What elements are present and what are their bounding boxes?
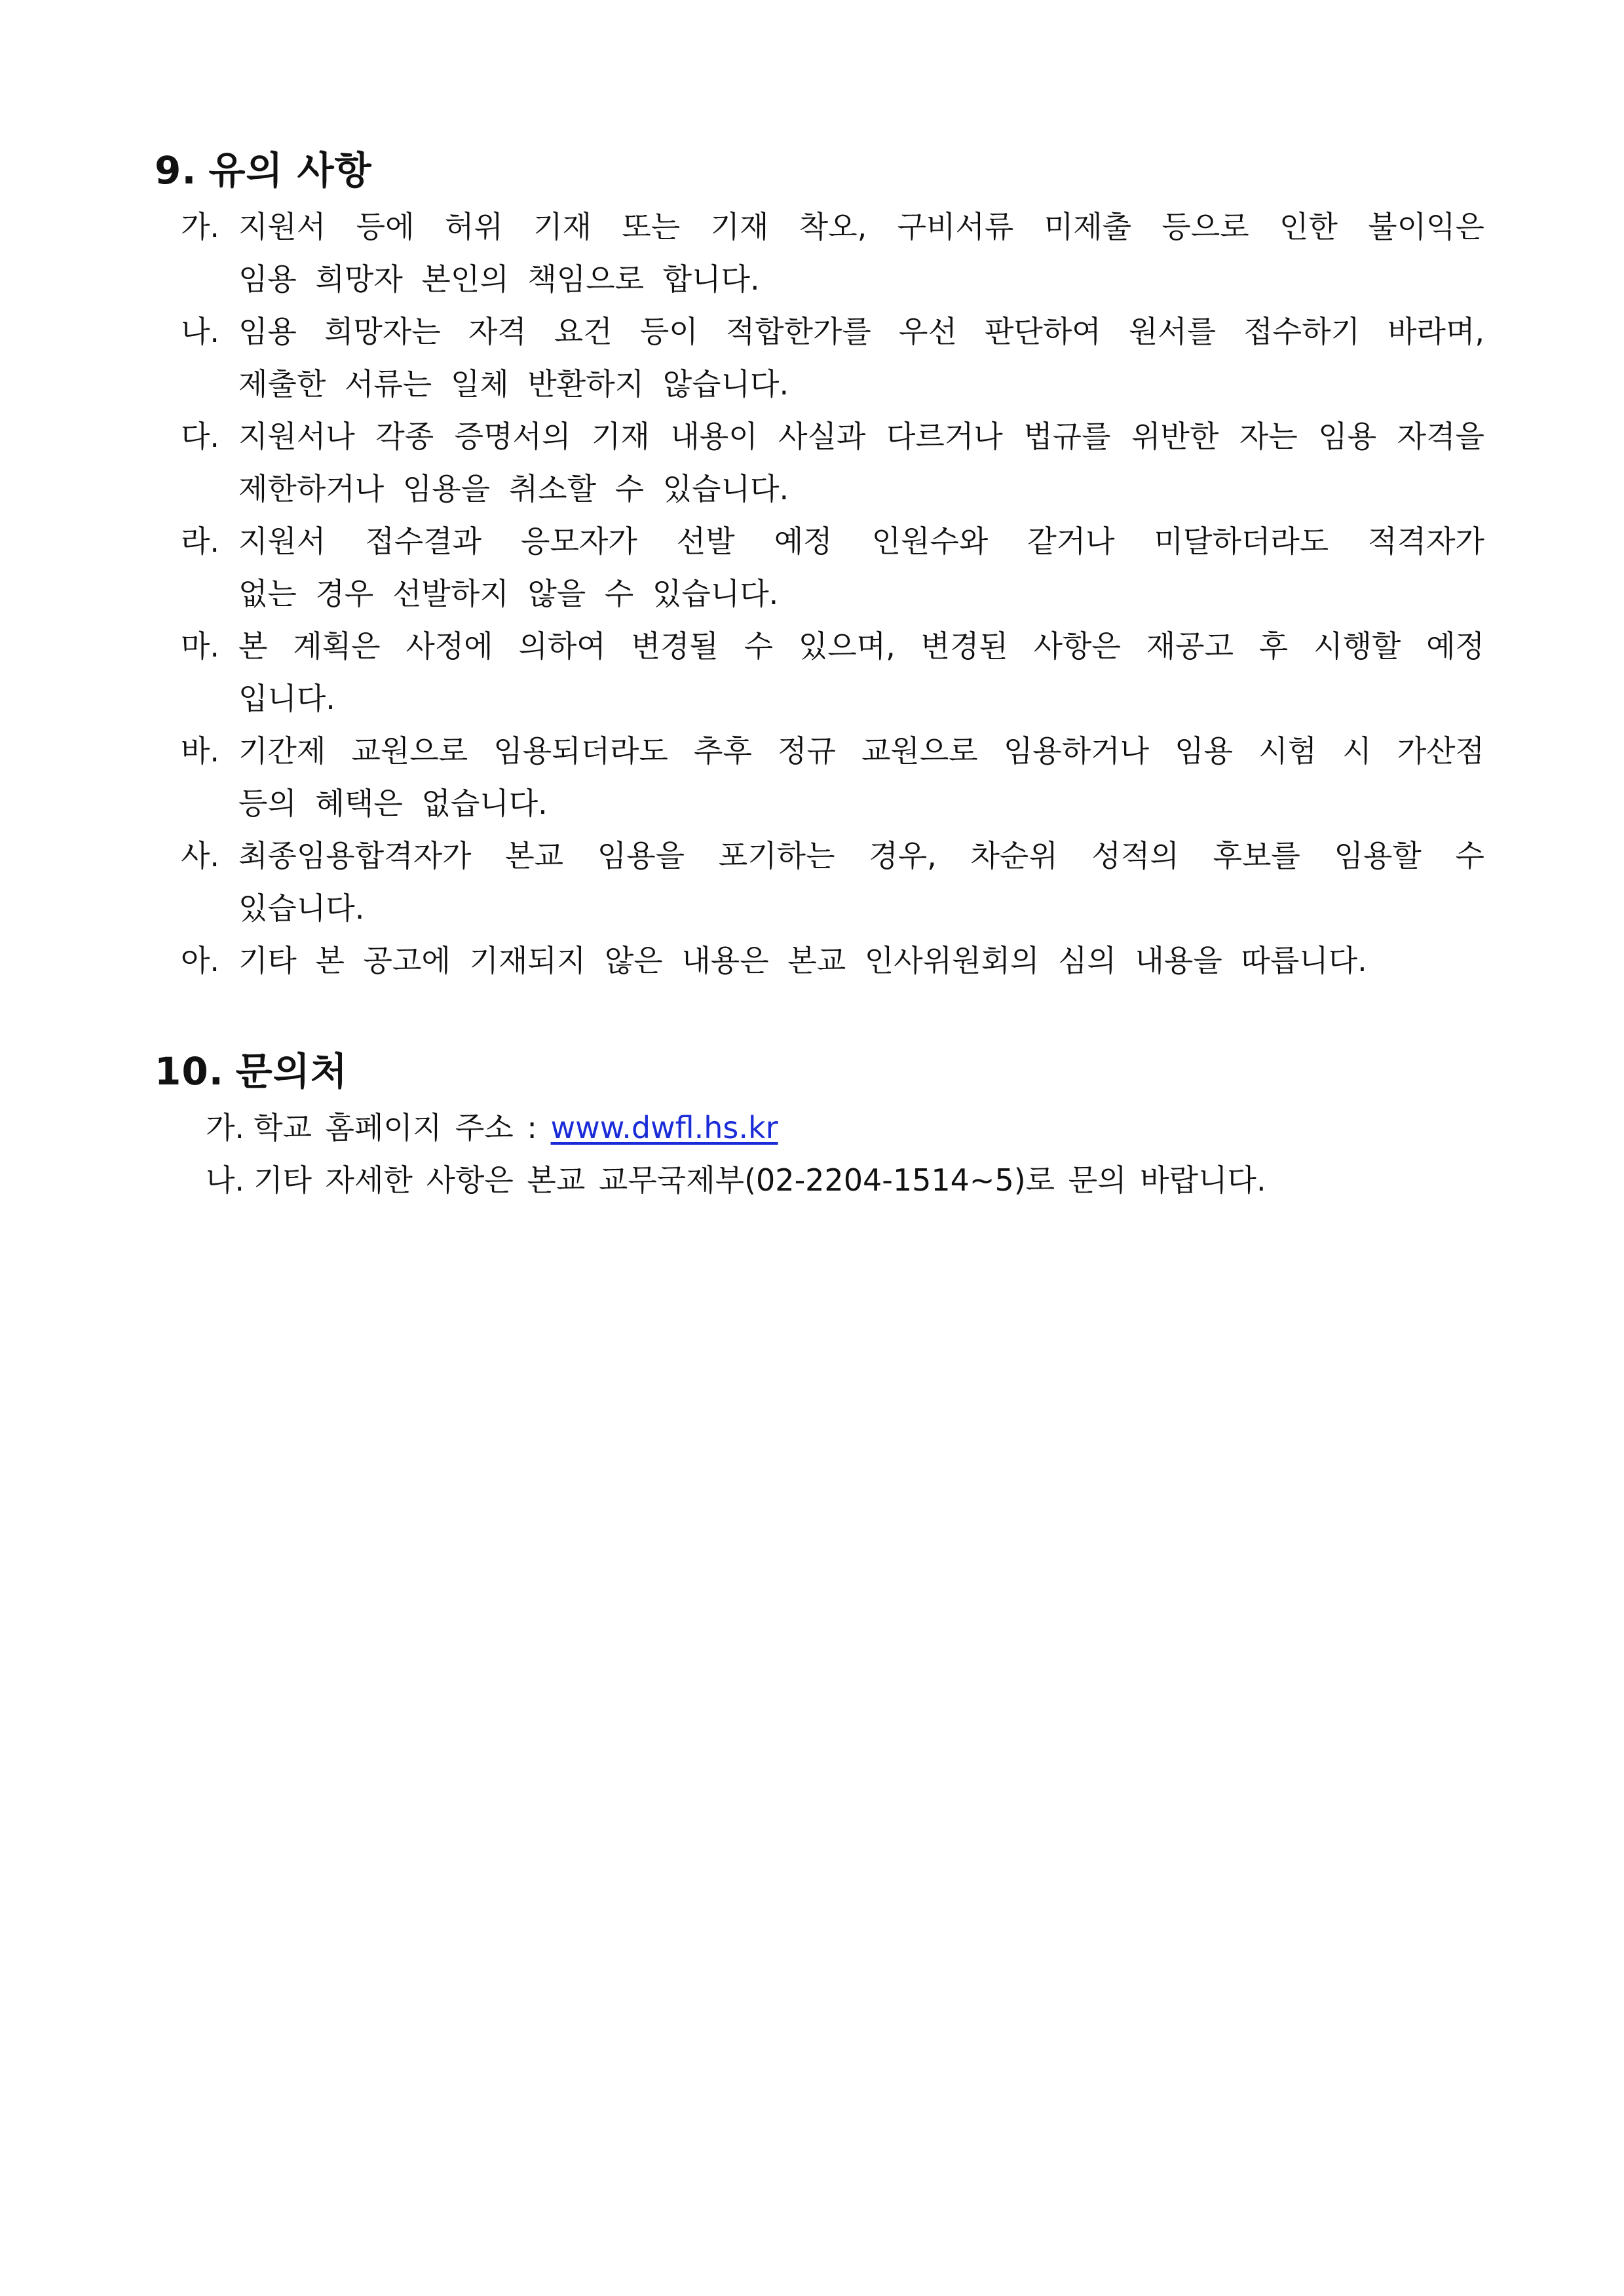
item-marker: 마. <box>181 628 220 664</box>
list-item <box>155 515 1484 620</box>
item-marker: 아. <box>181 943 220 978</box>
contact-list <box>155 1101 1484 1206</box>
item-marker: 사. <box>181 838 220 873</box>
list-item <box>155 201 1484 305</box>
list-item <box>155 620 1484 725</box>
precautions-list <box>155 201 1484 987</box>
homepage-label: 학교 홈페이지 주소 : <box>254 1110 537 1145</box>
section-number: 10. <box>155 1049 224 1094</box>
section-heading <box>155 1045 1484 1098</box>
list-item <box>155 305 1484 410</box>
contact-text: 기타 자세한 사항은 본교 교무국제부(02-2204-1514~5)로 문의 바랍니다. <box>254 1162 1266 1198</box>
item-line: 최종임용합격자가 본교 임용을 포기하는 경우, 차순위 성적의 후보를 임용할 수 <box>238 838 1484 873</box>
item-marker: 바. <box>181 733 220 769</box>
item-marker: 가. <box>206 1110 245 1145</box>
list-item-homepage <box>155 1101 1484 1154</box>
item-marker: 다. <box>181 419 220 454</box>
item-line: 임용 희망자 본인의 책임으로 합니다. <box>238 261 760 297</box>
homepage-link[interactable]: www.dwfl.hs.kr <box>550 1110 778 1145</box>
list-item <box>155 934 1484 987</box>
section-precautions <box>155 144 1484 987</box>
item-line: 지원서나 각종 증명서의 기재 내용이 사실과 다르거나 법규를 위반한 자는 임용 자격을 <box>238 419 1484 454</box>
item-line: 제출한 서류는 일체 반환하지 않습니다. <box>238 366 789 402</box>
item-line: 없는 경우 선발하지 않을 수 있습니다. <box>238 576 779 611</box>
item-line: 지원서 접수결과 응모자가 선발 예정 인원수와 같거나 미달하더라도 적격자가 <box>238 524 1484 559</box>
section-title: 유의 사항 <box>208 148 372 193</box>
item-line: 제한하거나 임용을 취소할 수 있습니다. <box>238 471 789 507</box>
item-marker: 라. <box>181 524 220 559</box>
item-line: 본 계획은 사정에 의하여 변경될 수 있으며, 변경된 사항은 재공고 후 시행할 예정 <box>238 628 1484 664</box>
item-line: 임용 희망자는 자격 요건 등이 적합한가를 우선 판단하여 원서를 접수하기 바라며, <box>238 314 1484 349</box>
list-item <box>155 725 1484 830</box>
list-item-contact <box>155 1154 1484 1206</box>
item-line: 지원서 등에 허위 기재 또는 기재 착오, 구비서류 미제출 등으로 인한 불이익은 <box>238 209 1484 244</box>
item-marker: 가. <box>181 209 220 244</box>
section-heading <box>155 144 1484 197</box>
item-line: 있습니다. <box>238 890 365 926</box>
section-title: 문의처 <box>235 1049 348 1094</box>
item-line: 기간제 교원으로 임용되더라도 추후 정규 교원으로 임용하거나 임용 시험 시 가산점 <box>238 733 1484 769</box>
list-item <box>155 410 1484 515</box>
item-marker: 나. <box>206 1162 245 1198</box>
item-line: 등의 혜택은 없습니다. <box>238 786 548 821</box>
list-item <box>155 830 1484 934</box>
item-line: 기타 본 공고에 기재되지 않은 내용은 본교 인사위원회의 심의 내용을 따릅니다. <box>238 943 1367 978</box>
section-contact <box>155 1045 1484 1206</box>
section-number: 9. <box>155 148 197 193</box>
item-line: 입니다. <box>238 681 335 716</box>
item-marker: 나. <box>181 314 220 349</box>
